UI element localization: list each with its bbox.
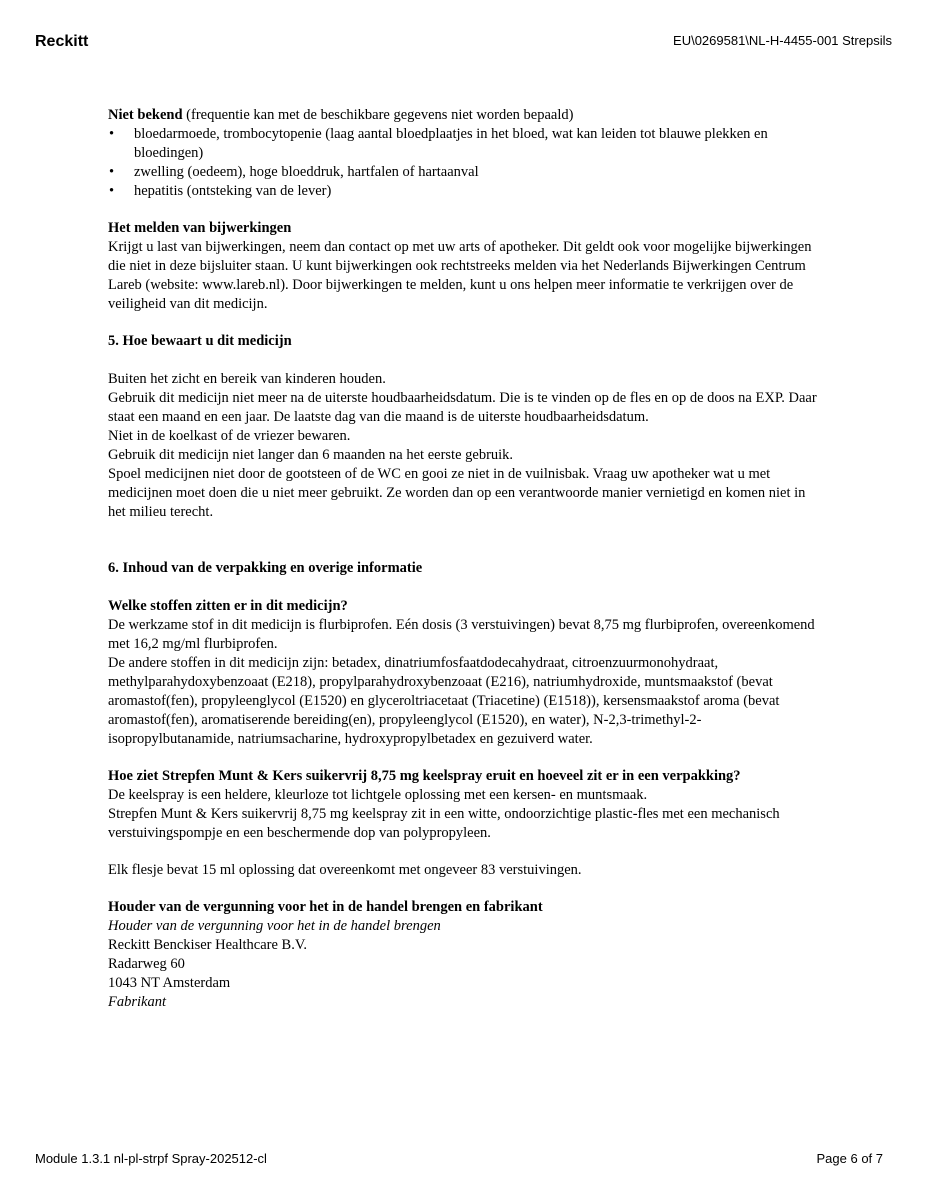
appearance-line: De keelspray is een heldere, kleurloze tot lichtgele oplossing met een kersen- en muntsmaak.: [108, 787, 648, 803]
frequency-unknown-heading: Niet bekend: [108, 107, 183, 123]
frequency-unknown-line: [108, 106, 823, 125]
company-name: Reckitt: [35, 33, 89, 50]
document-reference: EU\0269581\NL-H-4455-001 Strepsils: [673, 33, 892, 48]
holder-name: Reckitt Benckiser Healthcare B.V.: [108, 937, 308, 953]
contents-heading: 6. Inhoud van de verpakking en overige informatie: [108, 560, 423, 576]
reporting-heading: Het melden van bijwerkingen: [108, 220, 292, 236]
storage-heading: 5. Hoe bewaart u dit medicijn: [108, 333, 292, 349]
holder-label: Houder van de vergunning voor het in de handel brengen: [108, 918, 441, 934]
frequency-unknown-note: (frequentie kan met de beschikbare gegevens niet worden bepaald): [182, 107, 574, 123]
substances-heading: Welke stoffen zitten er in dit medicijn?: [108, 598, 348, 614]
page-number: Page 6 of 7: [816, 1151, 883, 1166]
volume-text: Elk flesje bevat 15 ml oplossing dat overeenkomt met ongeveer 83 verstuivingen.: [108, 862, 582, 878]
storage-line: Spoel medicijnen niet door de gootsteen of de WC en gooi ze niet in de vuilnisbak. Vraag uw apotheker wat u met medicijnen moet doen die u niet meer gebruikt. Ze worden dan op een verantwoorde manier vernietigd en komen niet in het milieu terecht.: [108, 466, 806, 520]
list-item: • bloedarmoede, trombocytopenie (laag aantal bloedplaatjes in het bloed, wat kan leiden tot blauwe plekken en bloedingen): [108, 125, 823, 163]
holder-city: 1043 NT Amsterdam: [108, 975, 231, 991]
manufacturer-label: Fabrikant: [108, 994, 166, 1010]
storage-line: Gebruik dit medicijn niet langer dan 6 maanden na het eerste gebruik.: [108, 447, 514, 463]
holder-street: Radarweg 60: [108, 956, 185, 972]
substances-line: De werkzame stof in dit medicijn is flurbiprofen. Eén dosis (3 verstuivingen) bevat 8,75 mg flurbiprofen, overeenkomend met 16,2 mg/ml flurbiprofen.: [108, 617, 815, 652]
holder-heading: Houder van de vergunning voor het in de handel brengen en fabrikant: [108, 899, 543, 915]
list-item: • zwelling (oedeem), hoge bloeddruk, hartfalen of hartaanval: [108, 163, 823, 182]
side-effects-list: [108, 125, 823, 201]
document-body: [108, 106, 823, 1012]
appearance-heading: Hoe ziet Strepfen Munt & Kers suikervrij 8,75 mg keelspray eruit en hoeveel zit er in een verpakking?: [108, 768, 741, 784]
reporting-text: Krijgt u last van bijwerkingen, neem dan contact op met uw arts of apotheker. Dit geldt ook voor mogelijke bijwerkingen die niet in deze bijsluiter staan. U kunt bijwerkingen ook rechtstreeks melden via het Nederlands Bijwerkingen Centrum Lareb (website: www.lareb.nl). Door bijwerkingen te melden, kunt u ons helpen meer informatie te verkrijgen over de veiligheid van dit medicijn.: [108, 239, 812, 312]
storage-line: Gebruik dit medicijn niet meer na de uiterste houdbaarheidsdatum. Die is te vinden op de fles en op de doos na EXP. Daar staat een maand en een jaar. De laatste dag van die maand is de uiterste houdbaarheidsdatum.: [108, 390, 817, 425]
list-item: • hepatitis (ontsteking van de lever): [108, 182, 823, 201]
footer-module: Module 1.3.1 nl-pl-strpf Spray-202512-cl: [35, 1151, 267, 1166]
appearance-line: Strepfen Munt & Kers suikervrij 8,75 mg keelspray zit in een witte, ondoorzichtige plastic-fles met een mechanisch verstuivingspompje en een beschermende dop van polypropyleen.: [108, 806, 780, 841]
substances-line: De andere stoffen in dit medicijn zijn: betadex, dinatriumfosfaatdodecahydraat, citroenzuurmonohydraat, methylparahydoxybenzoaat (E218), propylparahydroxybenzoaat (E216), natriumhydroxide, muntsmaakstof (bevat aromastof(fen), propyleenglycol (E1520) en glyceroltriacetaat (Triacetine) (E1518)), kersensmaakstof aroma (bevat aromastof(fen), aromatiserende bereiding(en), propyleenglycol (E1520), en water), N-2,3-trimethyl-2-isopropylbutanamide, natriumsacharine, hydroxypropylbetadex en gezuiverd water.: [108, 655, 780, 747]
storage-line: Buiten het zicht en bereik van kinderen houden.: [108, 371, 386, 387]
storage-line: Niet in de koelkast of de vriezer bewaren.: [108, 428, 351, 444]
